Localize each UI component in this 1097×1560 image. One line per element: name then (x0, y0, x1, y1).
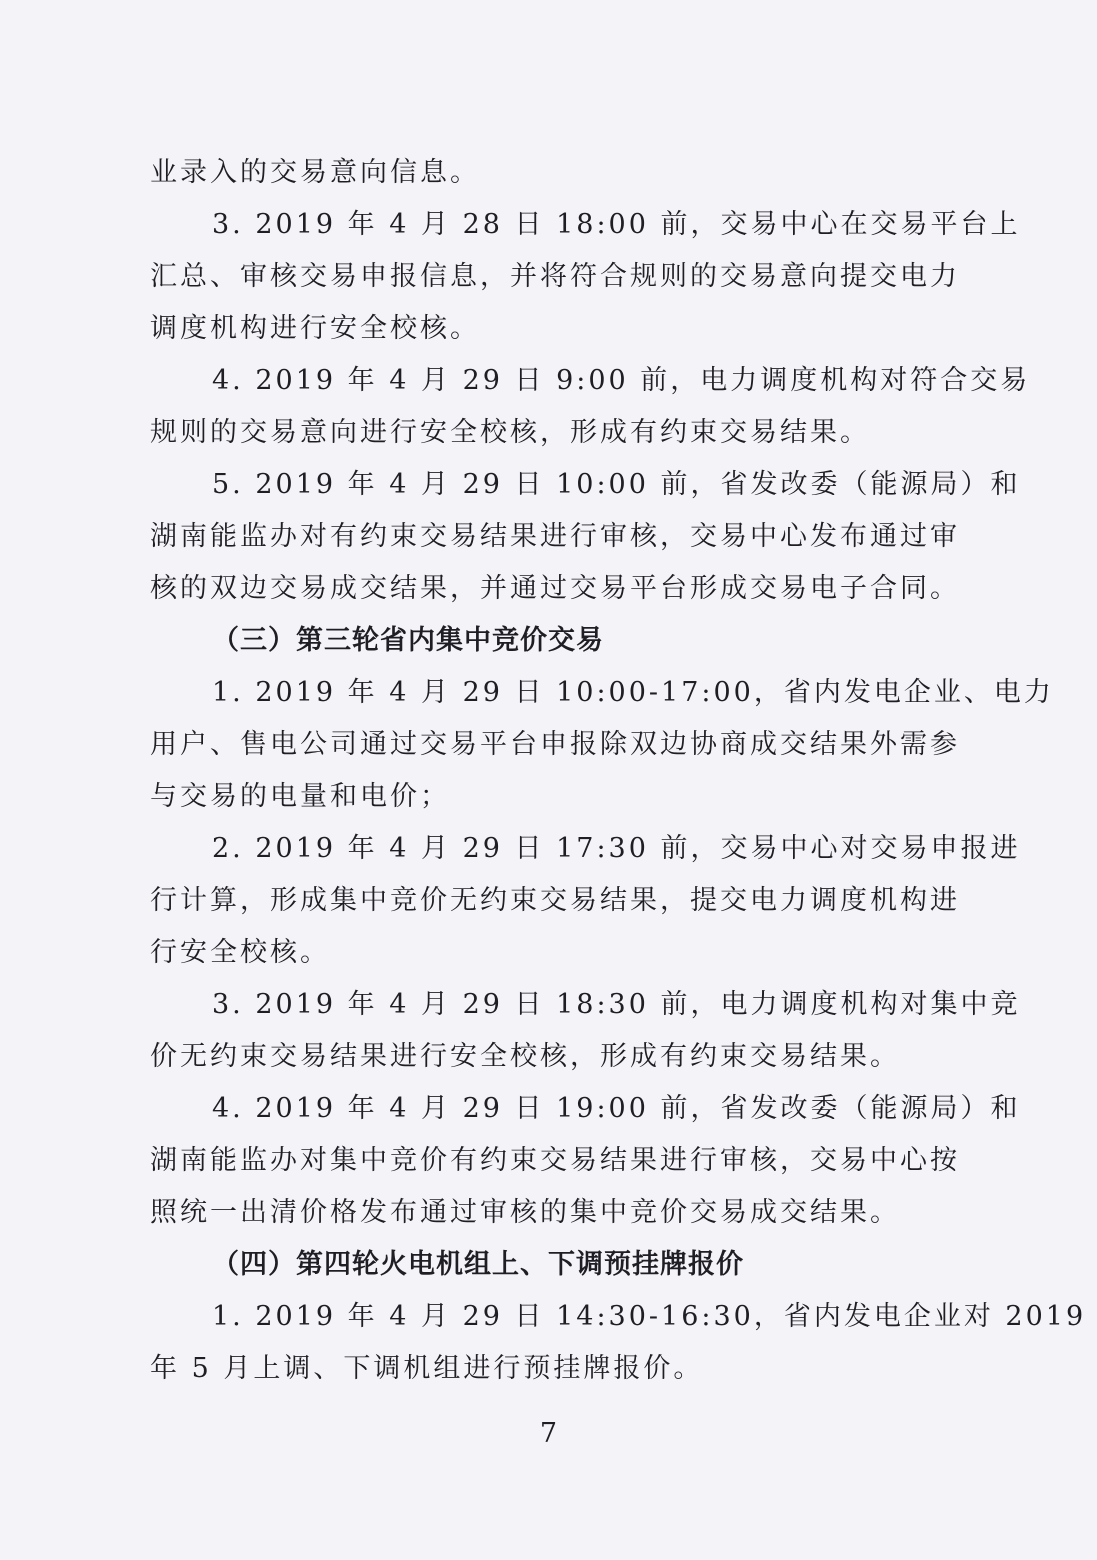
section4-item-1-line-2: 年 5 月上调、下调机组进行预挂牌报价。 (150, 1353, 704, 1384)
section3-item-2-line-1: 2. 2019 年 4 月 29 日 17:30 前，交易中心对交易申报进 (212, 833, 1021, 864)
section3-item-1-line-3: 与交易的电量和电价； (150, 781, 450, 812)
section-heading-4: （四）第四轮火电机组上、下调预挂牌报价 (212, 1249, 744, 1280)
section3-item-4-line-1: 4. 2019 年 4 月 29 日 19:00 前，省发改委（能源局）和 (212, 1093, 1021, 1124)
section3-item-4-line-3: 照统一出清价格发布通过审核的集中竞价交易成交结果。 (150, 1197, 900, 1228)
list-item-3-line-1: 3. 2019 年 4 月 28 日 18:00 前，交易中心在交易平台上 (212, 209, 1021, 240)
section3-item-3-line-2: 价无约束交易结果进行安全校核，形成有约束交易结果。 (150, 1041, 900, 1072)
list-item-5-line-2: 湖南能监办对有约束交易结果进行审核，交易中心发布通过审 (150, 521, 960, 552)
section-heading-3: （三）第三轮省内集中竞价交易 (212, 625, 604, 656)
section3-item-2-line-2: 行计算，形成集中竞价无约束交易结果，提交电力调度机构进 (150, 885, 960, 916)
section3-item-1-line-1: 1. 2019 年 4 月 29 日 10:00-17:00，省内发电企业、电力 (212, 677, 1054, 708)
list-item-3-line-2: 汇总、审核交易申报信息，并将符合规则的交易意向提交电力 (150, 261, 960, 292)
section3-item-3-line-1: 3. 2019 年 4 月 29 日 18:30 前，电力调度机构对集中竞 (212, 989, 1021, 1020)
list-item-4-line-2: 规则的交易意向进行安全校核，形成有约束交易结果。 (150, 417, 870, 448)
paragraph-line: 业录入的交易意向信息。 (150, 157, 480, 188)
list-item-5-line-1: 5. 2019 年 4 月 29 日 10:00 前，省发改委（能源局）和 (212, 469, 1021, 500)
list-item-4-line-1: 4. 2019 年 4 月 29 日 9:00 前，电力调度机构对符合交易 (212, 365, 1031, 396)
list-item-5-line-3: 核的双边交易成交结果，并通过交易平台形成交易电子合同。 (150, 573, 960, 604)
section3-item-2-line-3: 行安全校核。 (150, 937, 330, 968)
section4-item-1-line-1: 1. 2019 年 4 月 29 日 14:30-16:30，省内发电企业对 2019 (212, 1301, 1087, 1332)
section3-item-1-line-2: 用户、售电公司通过交易平台申报除双边协商成交结果外需参 (150, 729, 960, 760)
page-number: 7 (539, 1418, 558, 1449)
list-item-3-line-3: 调度机构进行安全校核。 (150, 313, 480, 344)
section3-item-4-line-2: 湖南能监办对集中竞价有约束交易结果进行审核，交易中心按 (150, 1145, 960, 1176)
